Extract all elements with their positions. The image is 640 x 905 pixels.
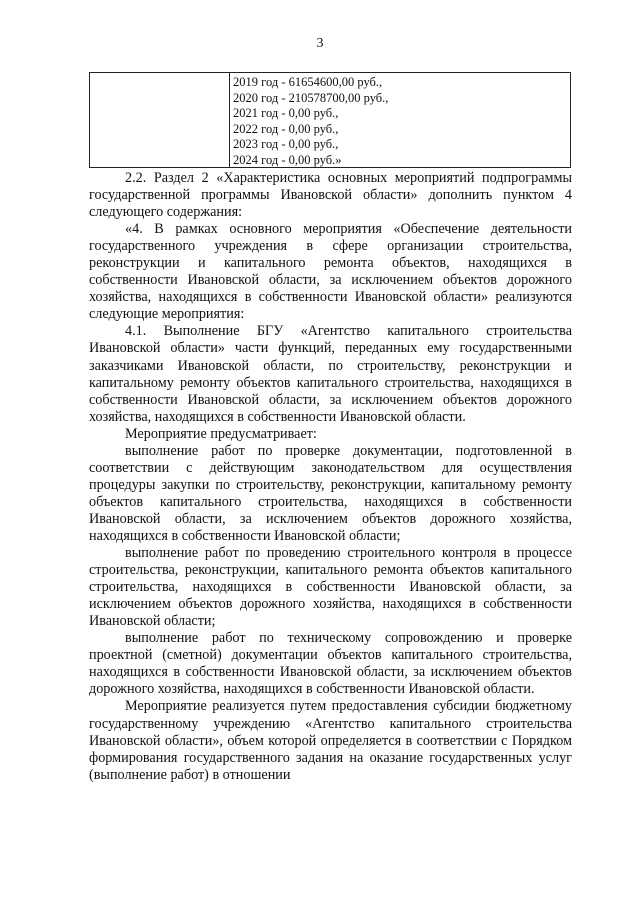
table-funding-cell: [230, 73, 570, 167]
table-empty-cell: [90, 73, 230, 167]
paragraph-subsidy: Мероприятие реализуется путем предоставления субсидии бюджетному государственному учреждению «Агентство капитального строительства Ивановской области», объем которой определяется в соответствии с Порядком формирования государственного задания на оказание государственных услуг (выполнение работ) в отношении: [89, 698, 572, 783]
budget-table: [89, 72, 571, 168]
funding-line-2024: 2024 год - 0,00 руб.»: [233, 152, 342, 167]
paragraph-construction-control: выполнение работ по проведению строительного контроля в процессе строительства, реконструкции, капитального ремонта объектов капитального строительства, находящихся в собственности Ивановской области, за исключением объектов дорожного хозяйства, находящихся в собственности Ивановской области;: [89, 545, 572, 630]
funding-line-2023: 2023 год - 0,00 руб.,: [233, 137, 339, 152]
paragraph-technical-support: выполнение работ по техническому сопровождению и проверке проектной (сметной) документации объектов капитального строительства, находящихся в собственности Ивановской области, за исключением объектов дорожного хозяйства, находящихся в собственности Ивановской области.: [89, 630, 572, 698]
funding-line-2019: 2019 год - 61654600,00 руб.,: [233, 75, 383, 89]
paragraph-section-2-2: 2.2. Раздел 2 «Характеристика основных мероприятий подпрограммы государственной программы Ивановской области» дополнить пунктом 4 следующего содержания:: [89, 170, 572, 221]
document-body: [89, 170, 572, 784]
paragraph-measure-provides: Мероприятие предусматривает:: [125, 425, 317, 442]
page-number: 3: [316, 36, 324, 51]
paragraph-item-4: «4. В рамках основного мероприятия «Обеспечение деятельности государственного учреждения в сфере организации строительства, реконструкции и капитального ремонта объектов, находящихся в собственности Ивановской области, за исключением объектов дорожного хозяйства, находящихся в собственности Ивановской области» реализуются следующие мероприятия:: [89, 221, 572, 323]
funding-line-2022: 2022 год - 0,00 руб.,: [233, 121, 339, 136]
paragraph-documentation-check: выполнение работ по проверке документации, подготовленной в соответствии с действующим законодательством для осуществления процедуры закупки по строительству, реконструкции, капитальному ремонту объектов капитального строительства, находящихся в собственности Ивановской области, за исключением объектов дорожного хозяйства, находящихся в собственности Ивановской области;: [89, 442, 572, 544]
funding-line-2020: 2020 год - 210578700,00 руб.,: [233, 90, 389, 105]
paragraph-item-4-1: 4.1. Выполнение БГУ «Агентство капитального строительства Ивановской области» части функций, переданных ему государственными заказчиками Ивановской области, по строительству, реконструкции и капитальному ремонту объектов капитального строительства, находящихся в собственности Ивановской области, за исключением объектов дорожного хозяйства, находящихся в собственности Ивановской области.: [89, 323, 572, 425]
funding-line-2021: 2021 год - 0,00 руб.,: [233, 106, 339, 121]
